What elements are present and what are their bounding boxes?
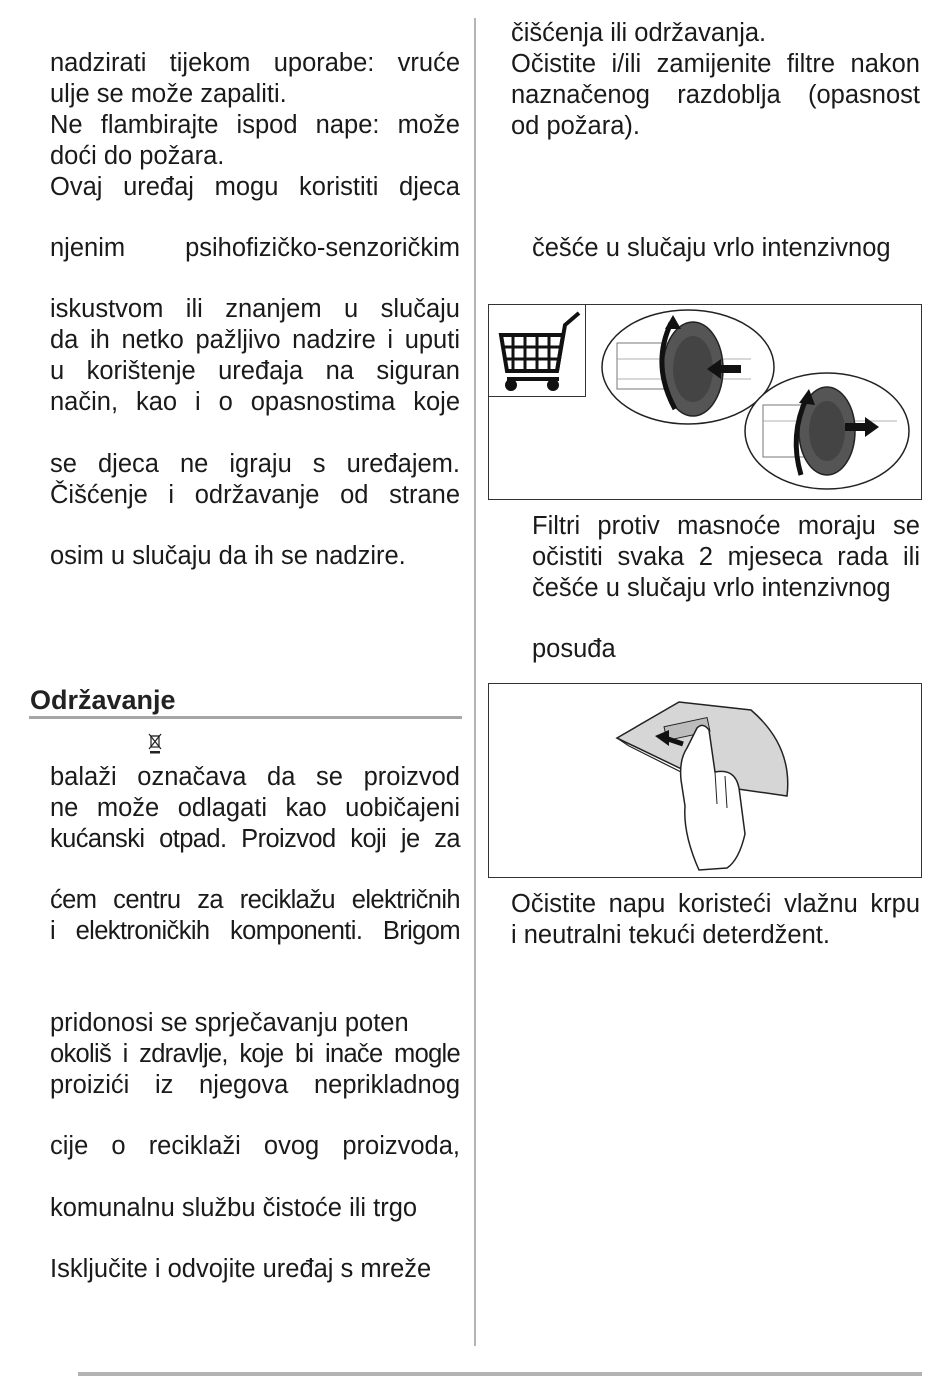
text-line: češće u slučaju vrlo intenzivnog bbox=[532, 574, 891, 602]
filter-illustration bbox=[488, 304, 922, 500]
text-line: očistiti svaka 2 mjeseca rada ili bbox=[532, 543, 920, 571]
text-line: nadzirati tijekom uporabe: vruće bbox=[50, 49, 460, 77]
cart-box bbox=[489, 305, 586, 397]
text-line: Ovaj uređaj mogu koristiti djeca bbox=[50, 173, 460, 201]
text-line: osim u slučaju da ih se nadzire. bbox=[50, 542, 406, 570]
text-line: ne može odlagati kao uobičajeni bbox=[50, 794, 460, 822]
text-line: Očistite i/ili zamijenite filtre nakon bbox=[511, 50, 920, 78]
text-line: iskustvom ili znanjem u slučaju bbox=[50, 295, 460, 323]
text-line: posuđa bbox=[532, 635, 616, 663]
shopping-cart-icon bbox=[489, 305, 585, 396]
text-line: balaži označava da se proizvod bbox=[50, 763, 460, 791]
heading-underline bbox=[29, 716, 462, 719]
column-divider bbox=[474, 18, 476, 1346]
text-line: naznačenog razdoblja (opasnost bbox=[511, 81, 920, 109]
text-line: cije o reciklaži ovog proizvoda, bbox=[50, 1132, 460, 1160]
text-line: Filtri protiv masnoće moraju se bbox=[532, 512, 920, 540]
footer-rule bbox=[78, 1372, 922, 1376]
text-line: u korištenje uređaja na siguran bbox=[50, 357, 460, 385]
text-line: komunalnu službu čistoće ili trgo bbox=[50, 1194, 418, 1222]
text-line: doći do požara. bbox=[50, 142, 225, 170]
text-line: Očistite napu koristeći vlažnu krpu bbox=[511, 890, 920, 918]
crossed-out-bin-icon bbox=[146, 732, 164, 754]
text-line: i neutralni tekući deterdžent. bbox=[511, 921, 830, 949]
text-line: se djeca ne igraju s uređajem. bbox=[50, 450, 460, 478]
text-line: kućanski otpad. Proizvod koji je za bbox=[50, 825, 460, 853]
text-line: proizići iz njegova neprikladnog bbox=[50, 1071, 460, 1099]
text-line: i elektroničkih komponenti. Brigom bbox=[50, 917, 460, 945]
text-line: okoliš i zdravlje, koje bi inače mogle bbox=[50, 1040, 460, 1068]
hand-cleaning-drawing bbox=[489, 684, 921, 877]
text-line: njenim psihofizičko-senzoričkim bbox=[50, 234, 460, 262]
text-line: ćem centru za reciklažu električnih bbox=[50, 886, 460, 914]
cleaning-illustration bbox=[488, 683, 922, 878]
text-line: od požara). bbox=[511, 112, 640, 140]
text-line: Čišćenje i održavanje od strane bbox=[50, 481, 460, 509]
text-line: da ih netko pažljivo nadzire i uputi bbox=[50, 326, 460, 354]
section-heading: Održavanje bbox=[30, 685, 176, 715]
text-line: Ne flambirajte ispod nape: može bbox=[50, 111, 460, 139]
text-line: češće u slučaju vrlo intenzivnog bbox=[532, 234, 891, 262]
filter-removal-drawing bbox=[601, 305, 921, 499]
text-line: ulje se može zapaliti. bbox=[50, 80, 287, 108]
text-line: čišćenja ili održavanja. bbox=[511, 19, 767, 47]
text-line: pridonosi se sprječavanju poten bbox=[50, 1009, 409, 1037]
text-line: način, kao i o opasnostima koje bbox=[50, 388, 460, 416]
text-line: Isključite i odvojite uređaj s mreže bbox=[50, 1255, 432, 1283]
